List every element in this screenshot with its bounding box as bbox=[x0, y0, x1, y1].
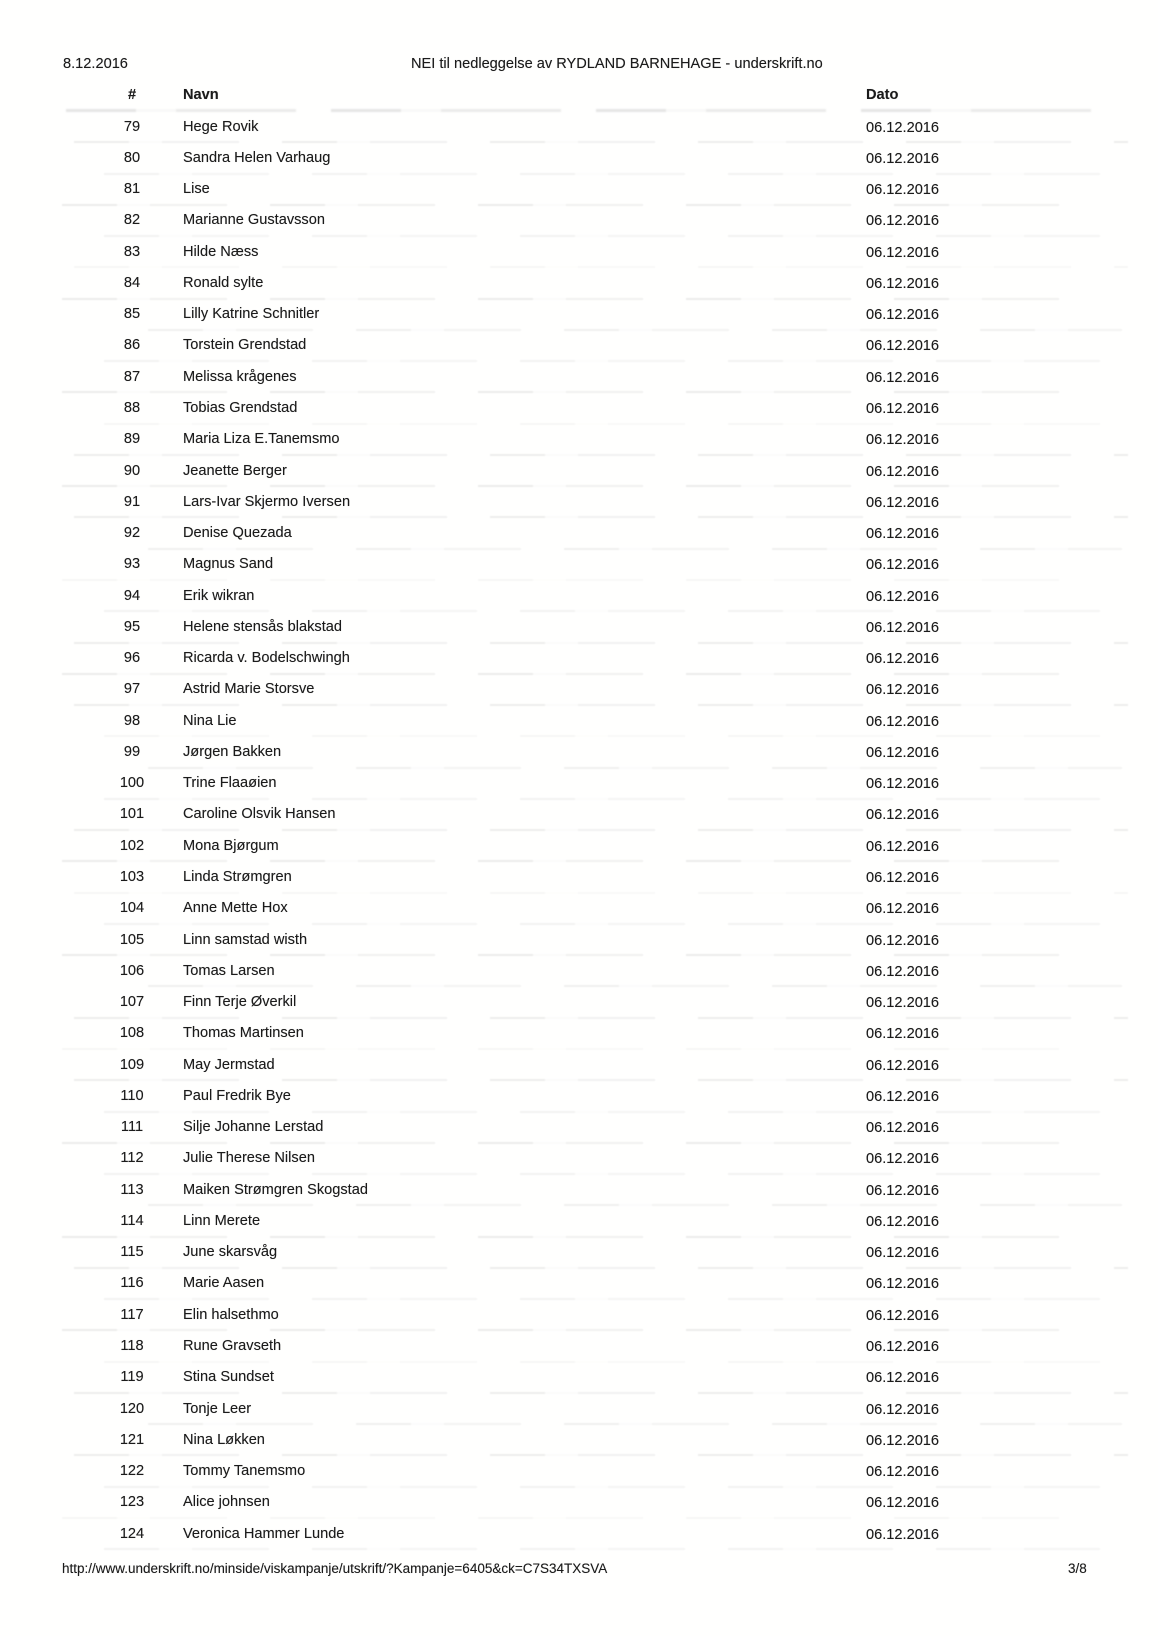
row-name: Maiken Strømgren Skogstad bbox=[183, 1181, 368, 1198]
table-row bbox=[0, 986, 1158, 1017]
row-number: 93 bbox=[123, 556, 141, 573]
row-date: 06.12.2016 bbox=[866, 400, 940, 417]
table-row bbox=[0, 424, 1158, 455]
row-name: Nina Løkken bbox=[183, 1431, 265, 1448]
page-title: NEI til nedleggelse av RYDLAND BARNEHAGE - underskrift.no bbox=[411, 56, 823, 72]
table-row bbox=[0, 1205, 1158, 1236]
row-date: 06.12.2016 bbox=[866, 463, 940, 480]
row-name: Linda Strømgren bbox=[183, 869, 292, 885]
table-row bbox=[0, 1487, 1158, 1518]
row-date: 06.12.2016 bbox=[866, 744, 940, 761]
table-row bbox=[0, 299, 1158, 330]
row-date: 06.12.2016 bbox=[866, 1213, 940, 1230]
row-date: 06.12.2016 bbox=[866, 182, 940, 199]
row-name: May Jermstad bbox=[183, 1056, 275, 1073]
row-date: 06.12.2016 bbox=[866, 838, 940, 855]
column-header-name: Navn bbox=[183, 87, 219, 103]
row-name: Sandra Helen Varhaug bbox=[183, 149, 331, 166]
row-date: 06.12.2016 bbox=[866, 369, 940, 386]
table-row bbox=[0, 768, 1158, 799]
row-name: Nina Lie bbox=[183, 712, 237, 729]
row-date: 06.12.2016 bbox=[866, 682, 940, 699]
table-row bbox=[0, 799, 1158, 830]
row-date: 06.12.2016 bbox=[866, 526, 940, 543]
row-number: 88 bbox=[123, 400, 141, 417]
row-date: 06.12.2016 bbox=[866, 1370, 940, 1387]
table-row bbox=[0, 205, 1158, 236]
table-row bbox=[0, 1112, 1158, 1143]
row-date: 06.12.2016 bbox=[866, 1526, 940, 1543]
print-date: 8.12.2016 bbox=[63, 56, 128, 72]
row-name: Erik wikran bbox=[183, 587, 255, 604]
row-number: 96 bbox=[123, 650, 141, 667]
row-name: Tonje Leer bbox=[183, 1400, 252, 1417]
row-name: Marie Aasen bbox=[183, 1275, 265, 1292]
row-number: 112 bbox=[120, 1150, 144, 1167]
row-date: 06.12.2016 bbox=[866, 807, 940, 824]
row-name: Stina Sundset bbox=[183, 1369, 274, 1386]
row-number: 97 bbox=[123, 681, 141, 698]
row-number: 104 bbox=[119, 900, 145, 917]
row-date: 06.12.2016 bbox=[866, 1401, 940, 1418]
row-number: 95 bbox=[123, 618, 141, 635]
row-number: 86 bbox=[123, 337, 141, 354]
row-date: 06.12.2016 bbox=[866, 1120, 940, 1137]
table-row bbox=[0, 1330, 1158, 1361]
row-name: Tomas Larsen bbox=[183, 962, 275, 979]
row-name: June skarsvåg bbox=[183, 1244, 278, 1261]
row-number: 107 bbox=[119, 994, 145, 1011]
table-header-row bbox=[0, 87, 1158, 107]
table-row bbox=[0, 955, 1158, 986]
table-row bbox=[0, 517, 1158, 548]
row-date: 06.12.2016 bbox=[866, 150, 940, 167]
row-name: Ronald sylte bbox=[183, 274, 264, 291]
row-name: Anne Mette Hox bbox=[183, 900, 288, 917]
table-row bbox=[0, 1080, 1158, 1111]
row-date: 06.12.2016 bbox=[866, 307, 940, 324]
table-row bbox=[0, 174, 1158, 205]
row-date: 06.12.2016 bbox=[866, 869, 940, 886]
table-row bbox=[0, 1174, 1158, 1205]
row-number: 122 bbox=[119, 1463, 145, 1480]
row-date: 06.12.2016 bbox=[866, 1307, 940, 1324]
row-number: 99 bbox=[123, 743, 141, 760]
row-date: 06.12.2016 bbox=[866, 1338, 940, 1355]
row-date: 06.12.2016 bbox=[866, 1276, 940, 1293]
row-number: 106 bbox=[119, 962, 145, 979]
row-date: 06.12.2016 bbox=[866, 1464, 940, 1481]
table-row bbox=[0, 1424, 1158, 1455]
table-row bbox=[0, 361, 1158, 392]
row-number: 79 bbox=[123, 118, 141, 135]
row-number: 102 bbox=[119, 837, 145, 854]
row-name: Trine Flaaøien bbox=[183, 775, 277, 792]
row-date: 06.12.2016 bbox=[866, 1088, 940, 1105]
table-row bbox=[0, 486, 1158, 517]
row-name: Jeanette Berger bbox=[183, 462, 287, 479]
footer-page-number: 3/8 bbox=[1068, 1561, 1087, 1576]
table-row bbox=[0, 830, 1158, 861]
row-name: Thomas Martinsen bbox=[183, 1025, 304, 1042]
row-number: 117 bbox=[120, 1306, 144, 1323]
row-number: 108 bbox=[119, 1025, 145, 1042]
row-number: 100 bbox=[119, 775, 145, 792]
row-number: 121 bbox=[119, 1431, 145, 1448]
row-number: 94 bbox=[123, 587, 141, 604]
table-row bbox=[0, 1237, 1158, 1268]
row-date: 06.12.2016 bbox=[866, 588, 940, 605]
table-row bbox=[0, 111, 1158, 142]
row-date: 06.12.2016 bbox=[866, 1151, 940, 1168]
row-number: 91 bbox=[123, 493, 141, 510]
row-name: Hilde Næss bbox=[183, 243, 259, 260]
table-row bbox=[0, 611, 1158, 642]
row-number: 123 bbox=[119, 1494, 145, 1511]
row-number: 120 bbox=[119, 1400, 145, 1417]
row-name: Caroline Olsvik Hansen bbox=[183, 806, 336, 823]
row-date: 06.12.2016 bbox=[866, 1026, 940, 1043]
row-number: 89 bbox=[123, 431, 141, 448]
row-number: 80 bbox=[123, 149, 141, 166]
row-number: 119 bbox=[120, 1369, 144, 1386]
table-row bbox=[0, 924, 1158, 955]
row-name: Veronica Hammer Lunde bbox=[183, 1525, 345, 1542]
row-name: Alice johnsen bbox=[183, 1494, 270, 1511]
table-row bbox=[0, 1268, 1158, 1299]
row-name: Rune Gravseth bbox=[183, 1337, 282, 1354]
row-date: 06.12.2016 bbox=[866, 119, 940, 136]
table-row bbox=[0, 1299, 1158, 1330]
row-name: Hege Rovik bbox=[183, 118, 259, 135]
row-number: 85 bbox=[123, 306, 141, 323]
row-date: 06.12.2016 bbox=[866, 619, 940, 636]
row-number: 103 bbox=[119, 869, 145, 885]
row-date: 06.12.2016 bbox=[866, 213, 940, 230]
signature-list bbox=[0, 111, 1158, 1549]
table-row bbox=[0, 643, 1158, 674]
table-row bbox=[0, 392, 1158, 423]
row-date: 06.12.2016 bbox=[866, 1432, 940, 1449]
row-date: 06.12.2016 bbox=[866, 651, 940, 668]
row-date: 06.12.2016 bbox=[866, 1057, 940, 1074]
row-date: 06.12.2016 bbox=[866, 275, 940, 292]
row-name: Linn samstad wisth bbox=[183, 931, 308, 948]
table-row bbox=[0, 455, 1158, 486]
row-name: Tommy Tanemsmo bbox=[183, 1463, 306, 1480]
table-row bbox=[0, 267, 1158, 298]
row-date: 06.12.2016 bbox=[866, 494, 940, 511]
row-number: 109 bbox=[119, 1056, 145, 1073]
table-row bbox=[0, 893, 1158, 924]
row-name: Torstein Grendstad bbox=[183, 337, 307, 354]
row-number: 105 bbox=[119, 931, 145, 948]
row-name: Astrid Marie Storsve bbox=[183, 681, 315, 698]
row-name: Lilly Katrine Schnitler bbox=[183, 306, 320, 323]
row-number: 81 bbox=[123, 181, 141, 198]
row-date: 06.12.2016 bbox=[866, 557, 940, 574]
table-row bbox=[0, 1049, 1158, 1080]
row-name: Magnus Sand bbox=[183, 556, 274, 573]
column-header-date: Dato bbox=[866, 87, 899, 103]
row-name: Denise Quezada bbox=[183, 525, 292, 542]
row-name: Elin halsethmo bbox=[183, 1306, 279, 1323]
row-number: 115 bbox=[120, 1244, 144, 1261]
table-row bbox=[0, 580, 1158, 611]
row-name: Lars-Ivar Skjermo Iversen bbox=[183, 493, 351, 510]
row-name: Maria Liza E.Tanemsmo bbox=[183, 431, 340, 448]
table-row bbox=[0, 330, 1158, 361]
row-number: 111 bbox=[120, 1119, 144, 1136]
table-row bbox=[0, 236, 1158, 267]
table-row bbox=[0, 142, 1158, 173]
row-name: Marianne Gustavsson bbox=[183, 212, 325, 229]
column-header-number: # bbox=[127, 87, 137, 103]
footer-url: http://www.underskrift.no/minside/viskampanje/utskrift/?Kampanje=6405&ck=C7S34TXSVA bbox=[62, 1561, 608, 1576]
row-number: 101 bbox=[119, 806, 145, 823]
row-number: 92 bbox=[123, 525, 141, 542]
row-name: Melissa krågenes bbox=[183, 368, 297, 385]
row-date: 06.12.2016 bbox=[866, 963, 940, 980]
row-name: Ricarda v. Bodelschwingh bbox=[183, 650, 350, 667]
row-date: 06.12.2016 bbox=[866, 901, 940, 918]
table-row bbox=[0, 1143, 1158, 1174]
row-number: 113 bbox=[120, 1181, 144, 1198]
row-name: Silje Johanne Lerstad bbox=[183, 1119, 324, 1136]
row-date: 06.12.2016 bbox=[866, 776, 940, 793]
row-number: 116 bbox=[120, 1275, 144, 1292]
table-row bbox=[0, 1018, 1158, 1049]
row-name: Finn Terje Øverkil bbox=[183, 994, 297, 1011]
row-name: Helene stensås blakstad bbox=[183, 618, 343, 635]
row-number: 118 bbox=[120, 1337, 144, 1354]
row-number: 84 bbox=[123, 274, 141, 291]
table-row bbox=[0, 1393, 1158, 1424]
row-date: 06.12.2016 bbox=[866, 1495, 940, 1512]
row-name: Paul Fredrik Bye bbox=[183, 1087, 291, 1104]
row-number: 83 bbox=[123, 243, 141, 260]
row-number: 124 bbox=[119, 1525, 145, 1542]
row-name: Jørgen Bakken bbox=[183, 743, 282, 760]
row-date: 06.12.2016 bbox=[866, 244, 940, 261]
row-number: 82 bbox=[123, 212, 141, 229]
row-date: 06.12.2016 bbox=[866, 932, 940, 949]
row-date: 06.12.2016 bbox=[866, 713, 940, 730]
row-number: 98 bbox=[123, 712, 141, 729]
row-date: 06.12.2016 bbox=[866, 1182, 940, 1199]
table-row bbox=[0, 705, 1158, 736]
row-date: 06.12.2016 bbox=[866, 432, 940, 449]
table-row bbox=[0, 861, 1158, 892]
row-name: Lise bbox=[183, 181, 210, 198]
row-number: 114 bbox=[120, 1212, 144, 1229]
table-row bbox=[0, 549, 1158, 580]
row-name: Linn Merete bbox=[183, 1212, 261, 1229]
row-number: 87 bbox=[123, 368, 141, 385]
row-date: 06.12.2016 bbox=[866, 338, 940, 355]
table-row bbox=[0, 736, 1158, 767]
table-row bbox=[0, 1455, 1158, 1486]
row-name: Tobias Grendstad bbox=[183, 400, 298, 417]
row-number: 90 bbox=[123, 462, 141, 479]
row-date: 06.12.2016 bbox=[866, 1245, 940, 1262]
row-name: Julie Therese Nilsen bbox=[183, 1150, 315, 1167]
row-name: Mona Bjørgum bbox=[183, 837, 279, 854]
table-row bbox=[0, 1362, 1158, 1393]
row-number: 110 bbox=[120, 1087, 144, 1104]
table-row bbox=[0, 1518, 1158, 1549]
row-date: 06.12.2016 bbox=[866, 995, 940, 1012]
table-row bbox=[0, 674, 1158, 705]
